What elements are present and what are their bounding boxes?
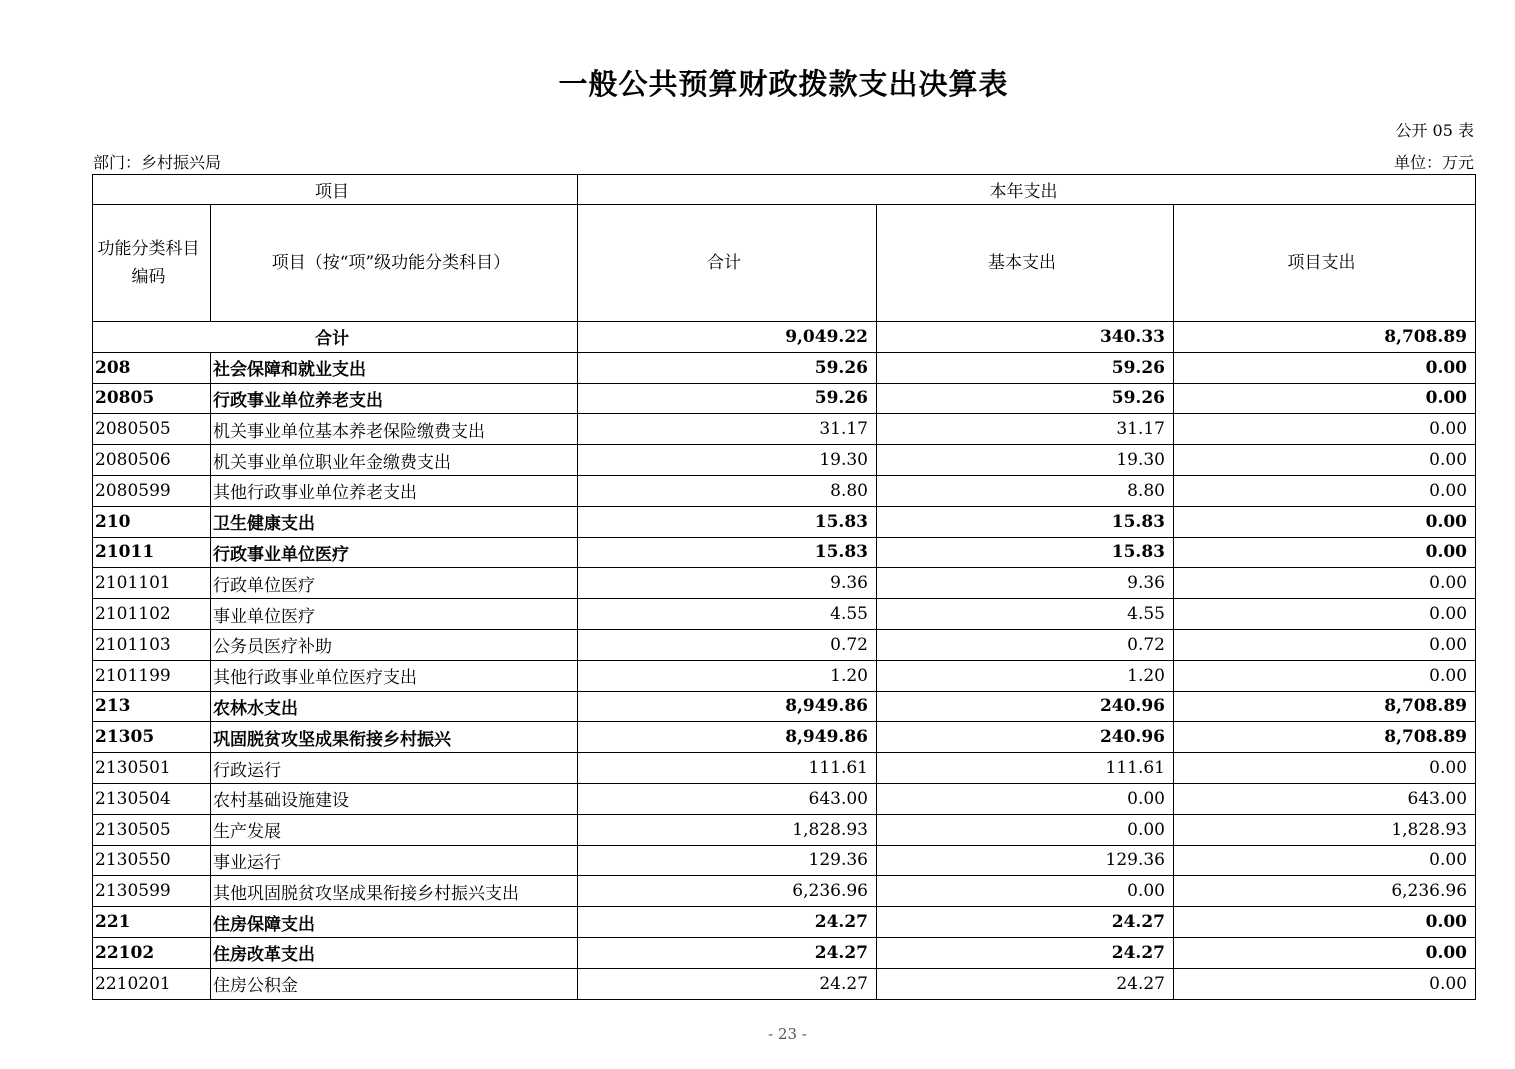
cell-total: 15.83 [578, 506, 877, 537]
cell-name: 农林水支出 [211, 691, 578, 722]
table-row [93, 753, 1476, 784]
cell-code: 2080506 [93, 445, 211, 476]
cell-total: 59.26 [578, 383, 877, 414]
cell-code: 2130501 [93, 753, 211, 784]
table-row [93, 660, 1476, 691]
cell-project: 1,828.93 [1174, 814, 1476, 845]
cell-basic: 240.96 [877, 722, 1174, 753]
cell-basic: 59.26 [877, 352, 1174, 383]
cell-project: 0.00 [1174, 537, 1476, 568]
cell-basic: 15.83 [877, 537, 1174, 568]
cell-code: 2130550 [93, 845, 211, 876]
cell-name: 住房公积金 [211, 968, 578, 999]
unit-label: 单位：万元 [1393, 153, 1474, 172]
cell-name: 行政单位医疗 [211, 568, 578, 599]
cell-name: 社会保障和就业支出 [211, 352, 578, 383]
header-name: 项目（按“项”级功能分类科目） [211, 205, 578, 322]
cell-code: 2130599 [93, 876, 211, 907]
cell-project: 643.00 [1174, 783, 1476, 814]
total-sum: 9,049.22 [578, 322, 877, 353]
cell-code: 2101102 [93, 599, 211, 630]
cell-basic: 4.55 [877, 599, 1174, 630]
cell-code: 22102 [93, 937, 211, 968]
table-row [93, 722, 1476, 753]
cell-total: 111.61 [578, 753, 877, 784]
cell-basic: 15.83 [877, 506, 1174, 537]
cell-basic: 0.00 [877, 783, 1174, 814]
table-row [93, 414, 1476, 445]
cell-name: 行政事业单位养老支出 [211, 383, 578, 414]
page-title: 一般公共预算财政拨款支出决算表 [558, 67, 1009, 101]
total-label: 合计 [93, 322, 578, 353]
cell-total: 129.36 [578, 845, 877, 876]
cell-name: 其他行政事业单位养老支出 [211, 475, 578, 506]
table-row [93, 907, 1476, 938]
cell-basic: 111.61 [877, 753, 1174, 784]
cell-total: 8,949.86 [578, 722, 877, 753]
table-row [93, 599, 1476, 630]
cell-name: 事业运行 [211, 845, 578, 876]
cell-name: 机关事业单位职业年金缴费支出 [211, 445, 578, 476]
cell-project: 6,236.96 [1174, 876, 1476, 907]
cell-name: 公务员医疗补助 [211, 629, 578, 660]
table-row [93, 629, 1476, 660]
page-number: - 23 - [768, 1025, 807, 1043]
cell-total: 6,236.96 [578, 876, 877, 907]
header-project-group: 项目 [93, 175, 578, 205]
cell-project: 0.00 [1174, 475, 1476, 506]
cell-basic: 1.20 [877, 660, 1174, 691]
cell-total: 24.27 [578, 907, 877, 938]
cell-total: 8.80 [578, 475, 877, 506]
cell-name: 事业单位医疗 [211, 599, 578, 630]
table-row [93, 691, 1476, 722]
cell-total: 9.36 [578, 568, 877, 599]
table-row [93, 475, 1476, 506]
cell-code: 221 [93, 907, 211, 938]
header-total: 合计 [578, 205, 877, 322]
table-row [93, 845, 1476, 876]
cell-basic: 8.80 [877, 475, 1174, 506]
table-row [93, 506, 1476, 537]
cell-name: 机关事业单位基本养老保险缴费支出 [211, 414, 578, 445]
cell-total: 1,828.93 [578, 814, 877, 845]
cell-code: 2130505 [93, 814, 211, 845]
header-code-text: 功能分类科目编码 [97, 239, 200, 287]
table-row [93, 568, 1476, 599]
cell-total: 643.00 [578, 783, 877, 814]
header-row-columns [93, 205, 1476, 322]
cell-project: 0.00 [1174, 383, 1476, 414]
cell-basic: 24.27 [877, 968, 1174, 999]
cell-basic: 129.36 [877, 845, 1174, 876]
cell-code: 2101103 [93, 629, 211, 660]
table-row [93, 968, 1476, 999]
cell-project: 0.00 [1174, 907, 1476, 938]
header-current-year-group: 本年支出 [578, 175, 1476, 205]
cell-total: 0.72 [578, 629, 877, 660]
cell-total: 1.20 [578, 660, 877, 691]
cell-basic: 0.00 [877, 876, 1174, 907]
header-project: 项目支出 [1174, 205, 1476, 322]
cell-total: 4.55 [578, 599, 877, 630]
cell-total: 15.83 [578, 537, 877, 568]
cell-project: 0.00 [1174, 753, 1476, 784]
header-code [93, 205, 211, 322]
department-label: 部门：乡村振兴局 [93, 153, 222, 172]
cell-code: 21011 [93, 537, 211, 568]
cell-code: 210 [93, 506, 211, 537]
cell-name: 行政事业单位医疗 [211, 537, 578, 568]
cell-name: 其他巩固脱贫攻坚成果衔接乡村振兴支出 [211, 876, 578, 907]
cell-name: 行政运行 [211, 753, 578, 784]
cell-project: 8,708.89 [1174, 691, 1476, 722]
cell-code: 213 [93, 691, 211, 722]
total-project: 8,708.89 [1174, 322, 1476, 353]
cell-project: 0.00 [1174, 629, 1476, 660]
cell-basic: 240.96 [877, 691, 1174, 722]
form-number: 公开 05 表 [1395, 121, 1474, 140]
cell-code: 2101199 [93, 660, 211, 691]
cell-name: 生产发展 [211, 814, 578, 845]
cell-code: 2210201 [93, 968, 211, 999]
expenditure-table [92, 174, 1476, 1000]
cell-project: 0.00 [1174, 414, 1476, 445]
cell-name: 住房改革支出 [211, 937, 578, 968]
cell-basic: 9.36 [877, 568, 1174, 599]
cell-code: 2080599 [93, 475, 211, 506]
cell-project: 0.00 [1174, 506, 1476, 537]
cell-project: 0.00 [1174, 352, 1476, 383]
cell-total: 19.30 [578, 445, 877, 476]
table-row [93, 352, 1476, 383]
cell-project: 8,708.89 [1174, 722, 1476, 753]
cell-code: 21305 [93, 722, 211, 753]
header-basic: 基本支出 [877, 205, 1174, 322]
cell-project: 0.00 [1174, 445, 1476, 476]
cell-name: 住房保障支出 [211, 907, 578, 938]
cell-project: 0.00 [1174, 845, 1476, 876]
cell-code: 2130504 [93, 783, 211, 814]
cell-code: 208 [93, 352, 211, 383]
table-row [93, 537, 1476, 568]
cell-code: 2101101 [93, 568, 211, 599]
cell-basic: 19.30 [877, 445, 1174, 476]
table-row [93, 383, 1476, 414]
cell-name: 农村基础设施建设 [211, 783, 578, 814]
cell-project: 0.00 [1174, 937, 1476, 968]
table-row [93, 445, 1476, 476]
cell-total: 8,949.86 [578, 691, 877, 722]
cell-code: 20805 [93, 383, 211, 414]
cell-name: 卫生健康支出 [211, 506, 578, 537]
table-row [93, 814, 1476, 845]
cell-basic: 0.72 [877, 629, 1174, 660]
cell-project: 0.00 [1174, 968, 1476, 999]
cell-project: 0.00 [1174, 568, 1476, 599]
cell-total: 24.27 [578, 968, 877, 999]
cell-total: 24.27 [578, 937, 877, 968]
cell-basic: 24.27 [877, 937, 1174, 968]
table-row [93, 937, 1476, 968]
table-row [93, 876, 1476, 907]
cell-total: 31.17 [578, 414, 877, 445]
cell-name: 巩固脱贫攻坚成果衔接乡村振兴 [211, 722, 578, 753]
cell-project: 0.00 [1174, 660, 1476, 691]
cell-basic: 31.17 [877, 414, 1174, 445]
cell-code: 2080505 [93, 414, 211, 445]
table-row [93, 783, 1476, 814]
cell-name: 其他行政事业单位医疗支出 [211, 660, 578, 691]
cell-basic: 0.00 [877, 814, 1174, 845]
cell-project: 0.00 [1174, 599, 1476, 630]
cell-basic: 24.27 [877, 907, 1174, 938]
cell-basic: 59.26 [877, 383, 1174, 414]
total-basic: 340.33 [877, 322, 1174, 353]
cell-total: 59.26 [578, 352, 877, 383]
header-row-group [93, 175, 1476, 205]
total-row [93, 322, 1476, 353]
